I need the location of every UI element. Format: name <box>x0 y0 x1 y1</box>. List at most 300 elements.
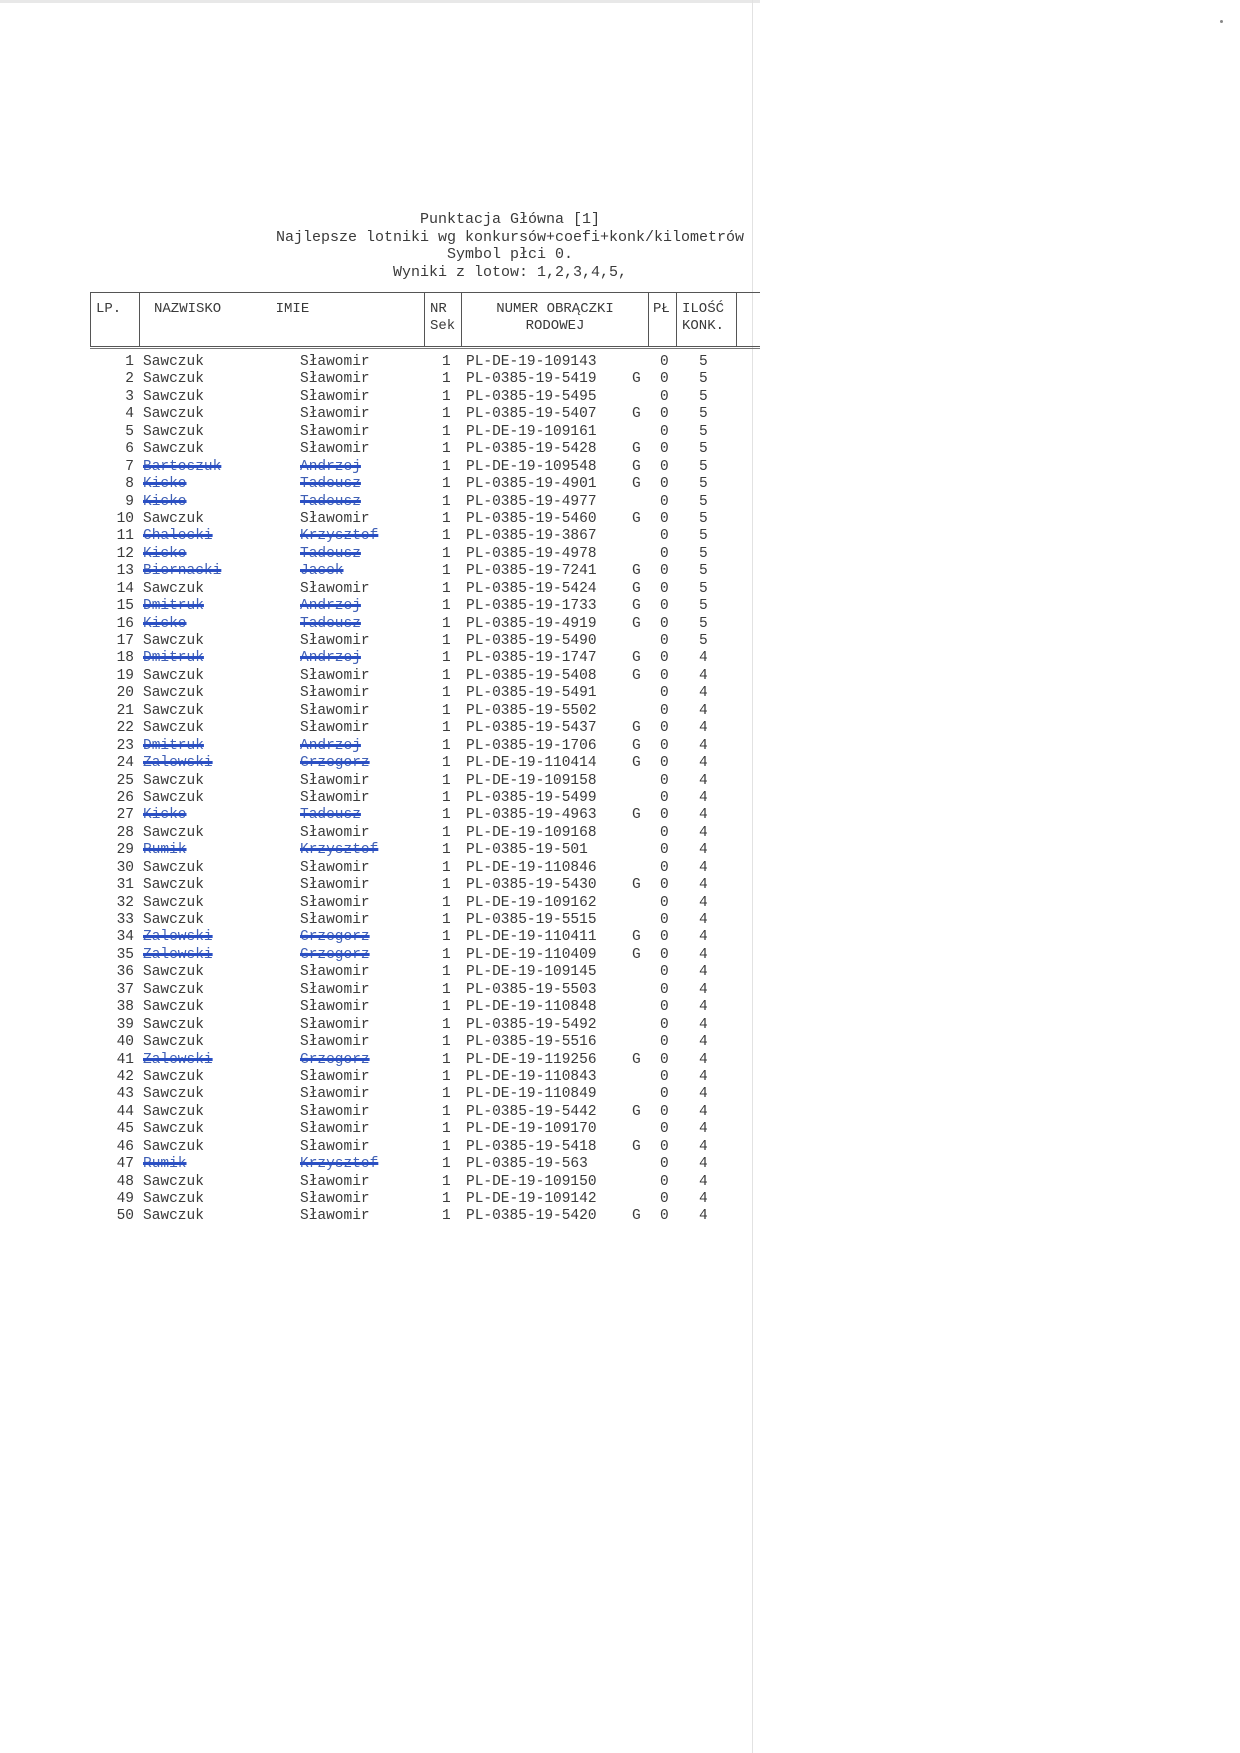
row-pl: 0 <box>660 737 669 754</box>
row-lp: 2 <box>125 371 134 388</box>
row-lp: 49 <box>116 1191 134 1207</box>
row-lp: 23 <box>116 737 134 754</box>
row-pl: 0 <box>660 388 669 405</box>
table-row <box>90 773 760 790</box>
row-firstname: Krzysztof <box>300 1156 379 1173</box>
row-firstname: Sławomir <box>300 1173 370 1190</box>
row-lp: 6 <box>125 441 134 458</box>
row-lp: 15 <box>116 598 134 615</box>
row-firstname: Andrzej <box>300 598 361 615</box>
row-surname: Dmitruk <box>143 737 204 754</box>
table-row <box>90 825 760 842</box>
row-count: 5 <box>699 633 708 649</box>
row-firstname: Sławomir <box>300 720 370 737</box>
table-row <box>90 1191 760 1208</box>
row-count: 5 <box>699 423 708 440</box>
row-section: 1 <box>442 685 451 702</box>
row-pl: 0 <box>660 1121 669 1138</box>
row-surname: Chalecki <box>143 528 213 545</box>
row-g-mark: G <box>632 563 641 580</box>
table-row <box>90 1052 760 1069</box>
row-firstname: Sławomir <box>300 999 370 1016</box>
row-firstname: Sławomir <box>300 824 370 841</box>
row-lp: 16 <box>116 615 134 632</box>
row-surname: Sawczuk <box>143 720 204 737</box>
row-ring-number: PL-0385-19-5492 <box>466 1016 597 1033</box>
row-g-mark: G <box>632 441 641 458</box>
row-count: 4 <box>699 1156 708 1173</box>
row-lp: 9 <box>125 493 134 510</box>
row-firstname: Sławomir <box>300 423 370 440</box>
row-firstname: Sławomir <box>300 406 370 423</box>
row-count: 4 <box>699 842 708 859</box>
row-firstname: Grzegorz <box>300 929 370 946</box>
row-surname: Dmitruk <box>143 598 204 615</box>
row-ring-number: PL-0385-19-5515 <box>466 912 597 928</box>
row-lp: 26 <box>116 789 134 806</box>
header-divider <box>90 348 760 349</box>
report-results: Wyniki z lotow: 1,2,3,4,5, <box>392 263 628 281</box>
row-pl: 0 <box>660 824 669 841</box>
row-firstname: Grzegorz <box>300 946 370 963</box>
row-count: 4 <box>699 1103 708 1120</box>
row-surname: Sawczuk <box>143 824 204 841</box>
row-lp: 19 <box>116 667 134 684</box>
table-row <box>90 1104 760 1121</box>
row-section: 1 <box>442 406 451 423</box>
row-g-mark: G <box>632 615 641 632</box>
table-row <box>90 389 760 406</box>
row-firstname: Sławomir <box>300 964 370 981</box>
row-g-mark: G <box>632 598 641 615</box>
scan-speck <box>1220 20 1223 23</box>
row-pl: 0 <box>660 633 669 649</box>
table-row <box>90 1121 760 1138</box>
row-firstname: Sławomir <box>300 1138 370 1155</box>
row-g-mark: G <box>632 1208 641 1225</box>
row-firstname: Sławomir <box>300 772 370 789</box>
row-count: 4 <box>699 720 708 737</box>
row-firstname: Sławomir <box>300 1034 370 1051</box>
row-pl: 0 <box>660 371 669 388</box>
row-g-mark: G <box>632 807 641 824</box>
row-pl: 0 <box>660 406 669 423</box>
row-firstname: Sławomir <box>300 1103 370 1120</box>
row-lp: 1 <box>125 354 134 370</box>
row-section: 1 <box>442 667 451 684</box>
row-count: 5 <box>699 598 708 615</box>
table-row <box>90 999 760 1016</box>
table-row <box>90 633 760 650</box>
row-g-mark: G <box>632 476 641 493</box>
row-firstname: Sławomir <box>300 371 370 388</box>
row-section: 1 <box>442 1068 451 1085</box>
row-ring-number: PL-0385-19-563 <box>466 1156 588 1173</box>
row-section: 1 <box>442 580 451 597</box>
row-pl: 0 <box>660 807 669 824</box>
row-ring-number: PL-0385-19-5437 <box>466 720 597 737</box>
row-surname: Rumik <box>143 1156 187 1173</box>
table-row <box>90 459 760 476</box>
row-count: 4 <box>699 737 708 754</box>
row-count: 5 <box>699 545 708 562</box>
row-pl: 0 <box>660 1173 669 1190</box>
row-lp: 45 <box>116 1121 134 1138</box>
row-firstname: Sławomir <box>300 859 370 876</box>
table-row <box>90 1156 760 1173</box>
row-surname: Biernacki <box>143 563 222 580</box>
row-surname: Sawczuk <box>143 1121 204 1138</box>
table-row <box>90 581 760 598</box>
row-count: 4 <box>699 894 708 911</box>
table-row <box>90 982 760 999</box>
table-row <box>90 685 760 702</box>
row-firstname: Sławomir <box>300 354 370 370</box>
row-pl: 0 <box>660 685 669 702</box>
row-g-mark: G <box>632 1051 641 1068</box>
row-firstname: Sławomir <box>300 1208 370 1225</box>
row-ring-number: PL-0385-19-1747 <box>466 650 597 667</box>
col-section-label-2: Sek <box>430 318 456 334</box>
row-ring-number: PL-DE-19-109145 <box>466 964 597 981</box>
row-lp: 21 <box>116 702 134 719</box>
row-firstname: Grzegorz <box>300 755 370 772</box>
row-pl: 0 <box>660 1156 669 1173</box>
row-count: 5 <box>699 354 708 370</box>
row-count: 4 <box>699 685 708 702</box>
row-count: 5 <box>699 563 708 580</box>
row-firstname: Tadeusz <box>300 807 361 824</box>
row-ring-number: PL-0385-19-5442 <box>466 1103 597 1120</box>
row-ring-number: PL-DE-19-110843 <box>466 1068 597 1085</box>
row-g-mark: G <box>632 1103 641 1120</box>
row-ring-number: PL-DE-19-110411 <box>466 929 597 946</box>
row-firstname: Sławomir <box>300 894 370 911</box>
row-count: 4 <box>699 1208 708 1225</box>
row-firstname: Krzysztof <box>300 842 379 859</box>
row-pl: 0 <box>660 1138 669 1155</box>
row-ring-number: PL-0385-19-5502 <box>466 702 597 719</box>
row-section: 1 <box>442 789 451 806</box>
col-ring-label-2: RODOWEJ <box>525 318 585 334</box>
table-row <box>90 912 760 929</box>
row-pl: 0 <box>660 1208 669 1225</box>
row-firstname: Sławomir <box>300 789 370 806</box>
row-section: 1 <box>442 894 451 911</box>
row-lp: 35 <box>116 946 134 963</box>
row-section: 1 <box>442 354 451 370</box>
row-ring-number: PL-0385-19-4901 <box>466 476 597 493</box>
row-section: 1 <box>442 545 451 562</box>
table-row <box>90 842 760 859</box>
row-lp: 22 <box>116 720 134 737</box>
row-count: 4 <box>699 1034 708 1051</box>
col-lp-label: LP. <box>96 301 122 317</box>
row-surname: Bartoszuk <box>143 458 222 475</box>
row-firstname: Tadeusz <box>300 545 361 562</box>
row-lp: 18 <box>116 650 134 667</box>
row-lp: 3 <box>125 388 134 405</box>
row-section: 1 <box>442 458 451 475</box>
row-section: 1 <box>442 1138 451 1155</box>
row-section: 1 <box>442 598 451 615</box>
table-row <box>90 668 760 685</box>
row-ring-number: PL-DE-19-109170 <box>466 1121 597 1138</box>
row-section: 1 <box>442 1191 451 1207</box>
row-pl: 0 <box>660 772 669 789</box>
row-section: 1 <box>442 946 451 963</box>
row-count: 4 <box>699 702 708 719</box>
row-section: 1 <box>442 1051 451 1068</box>
row-ring-number: PL-DE-19-109158 <box>466 772 597 789</box>
row-lp: 30 <box>116 859 134 876</box>
row-lp: 50 <box>116 1208 134 1225</box>
row-pl: 0 <box>660 1103 669 1120</box>
row-ring-number: PL-0385-19-1706 <box>466 737 597 754</box>
row-surname: Zalewski <box>143 755 213 772</box>
row-lp: 11 <box>116 528 134 545</box>
row-surname: Sawczuk <box>143 633 204 649</box>
report-header <box>230 211 790 281</box>
row-surname: Kicko <box>143 807 187 824</box>
row-firstname: Sławomir <box>300 981 370 998</box>
row-pl: 0 <box>660 702 669 719</box>
row-lp: 44 <box>116 1103 134 1120</box>
row-lp: 14 <box>116 580 134 597</box>
row-pl: 0 <box>660 528 669 545</box>
row-surname: Sawczuk <box>143 859 204 876</box>
row-ring-number: PL-0385-19-4919 <box>466 615 597 632</box>
row-pl: 0 <box>660 964 669 981</box>
row-lp: 28 <box>116 824 134 841</box>
row-pl: 0 <box>660 894 669 911</box>
row-ring-number: PL-DE-19-110409 <box>466 946 597 963</box>
row-count: 4 <box>699 650 708 667</box>
row-lp: 39 <box>116 1016 134 1033</box>
table-row <box>90 895 760 912</box>
col-ring-label-1: NUMER OBRĄCZKI <box>496 301 614 317</box>
row-surname: Sawczuk <box>143 789 204 806</box>
row-ring-number: PL-0385-19-3867 <box>466 528 597 545</box>
row-ring-number: PL-0385-19-5419 <box>466 371 597 388</box>
row-section: 1 <box>442 371 451 388</box>
row-lp: 17 <box>116 633 134 649</box>
row-count: 4 <box>699 877 708 894</box>
row-g-mark: G <box>632 929 641 946</box>
row-section: 1 <box>442 476 451 493</box>
table-row <box>90 650 760 667</box>
row-ring-number: PL-0385-19-5408 <box>466 667 597 684</box>
table-row <box>90 703 760 720</box>
row-count: 4 <box>699 946 708 963</box>
row-count: 4 <box>699 807 708 824</box>
table-row <box>90 598 760 615</box>
row-pl: 0 <box>660 1016 669 1033</box>
table-row <box>90 511 760 528</box>
table-row <box>90 424 760 441</box>
table-row <box>90 563 760 580</box>
row-section: 1 <box>442 615 451 632</box>
row-pl: 0 <box>660 650 669 667</box>
row-lp: 12 <box>116 545 134 562</box>
row-section: 1 <box>442 824 451 841</box>
row-section: 1 <box>442 388 451 405</box>
row-firstname: Sławomir <box>300 1121 370 1138</box>
table-row <box>90 720 760 737</box>
row-section: 1 <box>442 755 451 772</box>
row-section: 1 <box>442 720 451 737</box>
row-firstname: Sławomir <box>300 667 370 684</box>
row-count: 5 <box>699 476 708 493</box>
col-pl <box>649 293 677 346</box>
row-ring-number: PL-DE-19-109548 <box>466 458 597 475</box>
row-firstname: Sławomir <box>300 877 370 894</box>
row-lp: 37 <box>116 981 134 998</box>
row-surname: Sawczuk <box>143 912 204 928</box>
row-count: 5 <box>699 458 708 475</box>
row-firstname: Sławomir <box>300 388 370 405</box>
row-count: 4 <box>699 1068 708 1085</box>
row-lp: 36 <box>116 964 134 981</box>
row-count: 4 <box>699 667 708 684</box>
table-row <box>90 807 760 824</box>
row-pl: 0 <box>660 423 669 440</box>
row-lp: 10 <box>116 510 134 527</box>
row-firstname: Andrzej <box>300 458 361 475</box>
row-firstname: Sławomir <box>300 912 370 928</box>
row-section: 1 <box>442 633 451 649</box>
row-section: 1 <box>442 1086 451 1103</box>
row-lp: 43 <box>116 1086 134 1103</box>
row-firstname: Jacek <box>300 563 344 580</box>
row-lp: 24 <box>116 755 134 772</box>
col-pl-label: PŁ <box>653 301 670 317</box>
row-count: 5 <box>699 580 708 597</box>
row-lp: 5 <box>125 423 134 440</box>
table-header <box>90 292 760 347</box>
col-count <box>677 293 737 346</box>
row-count: 4 <box>699 772 708 789</box>
row-g-mark: G <box>632 1138 641 1155</box>
table-row <box>90 476 760 493</box>
row-pl: 0 <box>660 859 669 876</box>
col-count-label-2: KONK. <box>682 318 725 334</box>
row-pl: 0 <box>660 510 669 527</box>
row-section: 1 <box>442 737 451 754</box>
scan-top-edge <box>0 0 760 3</box>
col-section-label-1: NR <box>430 301 447 317</box>
table-row <box>90 1017 760 1034</box>
table-row <box>90 371 760 388</box>
row-g-mark: G <box>632 406 641 423</box>
row-count: 4 <box>699 912 708 928</box>
row-lp: 46 <box>116 1138 134 1155</box>
row-count: 5 <box>699 388 708 405</box>
row-pl: 0 <box>660 598 669 615</box>
row-surname: Sawczuk <box>143 1191 204 1207</box>
row-firstname: Sławomir <box>300 633 370 649</box>
row-lp: 25 <box>116 772 134 789</box>
row-surname: Kicko <box>143 615 187 632</box>
row-ring-number: PL-0385-19-7241 <box>466 563 597 580</box>
row-ring-number: PL-DE-19-119256 <box>466 1051 597 1068</box>
row-surname: Sawczuk <box>143 1103 204 1120</box>
row-surname: Dmitruk <box>143 650 204 667</box>
row-section: 1 <box>442 1103 451 1120</box>
row-ring-number: PL-0385-19-5420 <box>466 1208 597 1225</box>
row-pl: 0 <box>660 1191 669 1207</box>
row-g-mark: G <box>632 650 641 667</box>
row-firstname: Krzysztof <box>300 528 379 545</box>
row-firstname: Grzegorz <box>300 1051 370 1068</box>
row-surname: Sawczuk <box>143 1068 204 1085</box>
row-ring-number: PL-0385-19-5491 <box>466 685 597 702</box>
row-ring-number: PL-0385-19-5499 <box>466 789 597 806</box>
row-count: 4 <box>699 1016 708 1033</box>
row-lp: 47 <box>116 1156 134 1173</box>
row-lp: 38 <box>116 999 134 1016</box>
row-ring-number: PL-0385-19-5516 <box>466 1034 597 1051</box>
row-pl: 0 <box>660 1068 669 1085</box>
row-surname: Zalewski <box>143 946 213 963</box>
table-row <box>90 1086 760 1103</box>
row-count: 4 <box>699 981 708 998</box>
table-row <box>90 738 760 755</box>
row-surname: Sawczuk <box>143 685 204 702</box>
row-pl: 0 <box>660 1051 669 1068</box>
table-body <box>90 354 760 1226</box>
row-section: 1 <box>442 1121 451 1138</box>
table-row <box>90 494 760 511</box>
row-pl: 0 <box>660 476 669 493</box>
row-surname: Sawczuk <box>143 423 204 440</box>
row-pl: 0 <box>660 545 669 562</box>
row-section: 1 <box>442 1208 451 1225</box>
row-surname: Sawczuk <box>143 772 204 789</box>
row-lp: 31 <box>116 877 134 894</box>
row-ring-number: PL-DE-19-109150 <box>466 1173 597 1190</box>
row-ring-number: PL-DE-19-110848 <box>466 999 597 1016</box>
row-count: 5 <box>699 493 708 510</box>
row-firstname: Sławomir <box>300 685 370 702</box>
row-surname: Sawczuk <box>143 894 204 911</box>
table-row <box>90 406 760 423</box>
col-firstname-label: IMIE <box>275 301 310 317</box>
row-pl: 0 <box>660 842 669 859</box>
table-row <box>90 964 760 981</box>
row-count: 4 <box>699 1191 708 1207</box>
row-firstname: Tadeusz <box>300 493 361 510</box>
col-section <box>425 293 462 346</box>
row-pl: 0 <box>660 615 669 632</box>
row-count: 5 <box>699 371 708 388</box>
table-row <box>90 1069 760 1086</box>
row-count: 5 <box>699 406 708 423</box>
row-section: 1 <box>442 999 451 1016</box>
row-pl: 0 <box>660 755 669 772</box>
row-lp: 32 <box>116 894 134 911</box>
row-section: 1 <box>442 772 451 789</box>
row-surname: Sawczuk <box>143 580 204 597</box>
row-count: 4 <box>699 1086 708 1103</box>
table-row <box>90 755 760 772</box>
row-section: 1 <box>442 510 451 527</box>
row-ring-number: PL-DE-19-110849 <box>466 1086 597 1103</box>
row-ring-number: PL-0385-19-5407 <box>466 406 597 423</box>
table-row <box>90 860 760 877</box>
table-row <box>90 877 760 894</box>
row-surname: Zalewski <box>143 929 213 946</box>
